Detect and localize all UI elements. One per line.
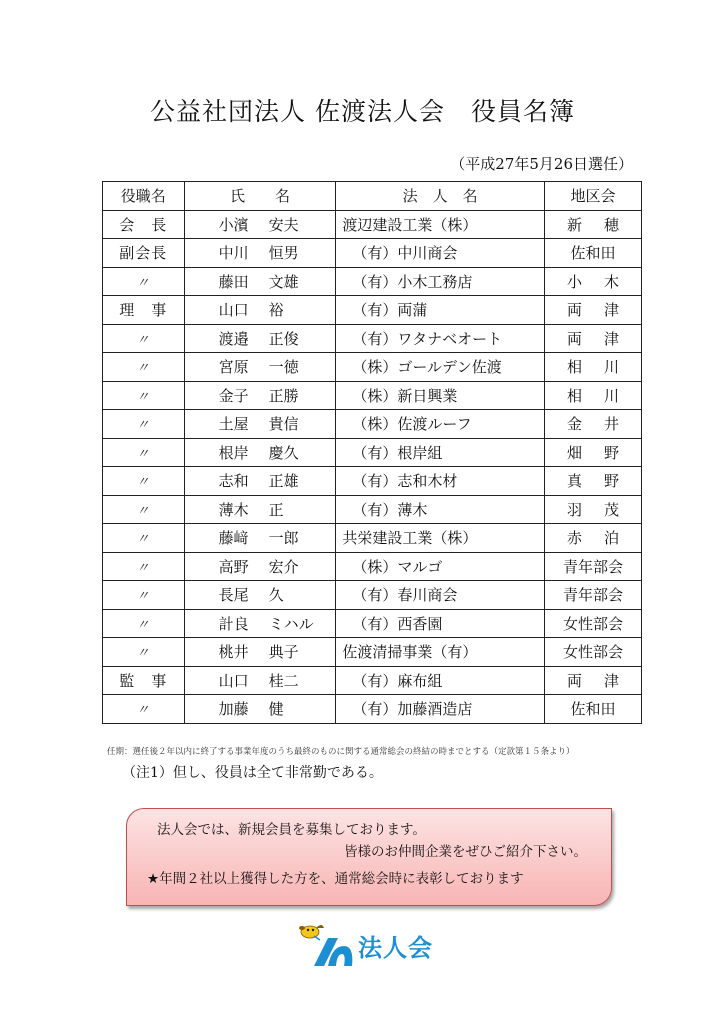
cell-role: 会 長 [103,210,185,239]
table-row [103,638,642,667]
given-name: 正俊 [268,329,299,348]
family-name: 山口 [218,301,249,320]
family-name: 志和 [218,472,249,491]
cell-district: 青年部会 [544,581,641,610]
logo-text: 法人会 [358,934,433,962]
given-name: 正勝 [268,386,299,405]
cell-corporation: （株）ゴールデン佐渡 [336,353,545,382]
cell-role: 〃 [103,438,185,467]
table-row [103,296,642,325]
cell-corporation: （有）薄木 [336,495,545,524]
family-name: 土屋 [218,415,249,434]
given-name: ミハル [268,614,314,633]
cell-corporation: （有）中川商会 [336,239,545,268]
given-name: 恒男 [268,244,299,263]
page-title: 公益社団法人 佐渡法人会 役員名簿 [150,97,575,126]
cell-name [184,638,336,667]
cell-role: 副会長 [103,239,185,268]
cell-role: 理 事 [103,296,185,325]
cell-role: 〃 [103,324,185,353]
given-name: 一徳 [268,358,299,377]
family-name: 宮原 [218,358,249,377]
cell-district: 両津 [544,296,641,325]
cell-role: 〃 [103,552,185,581]
cell-district: 畑野 [544,438,641,467]
recruitment-callout [126,808,612,906]
cell-corporation: （有）小木工務店 [336,267,545,296]
header-name: 氏 名 [184,182,336,211]
table-row [103,353,642,382]
given-name: 裕 [268,301,284,320]
dog-mascot-icon [292,918,356,968]
cell-name [184,609,336,638]
officer-roster-table [102,181,642,724]
table-row [103,609,642,638]
note-1: （注1）但し、役員は全て非常勤である。 [122,765,383,781]
table-row [103,552,642,581]
cell-district: 相川 [544,353,641,382]
table-row [103,210,642,239]
family-name: 金子 [218,386,249,405]
cell-role: 〃 [103,695,185,724]
family-name: 加藤 [218,700,249,719]
family-name: 藤﨑 [218,529,249,548]
family-name: 薄木 [218,500,249,519]
cell-corporation: （有）根岸組 [336,438,545,467]
cell-corporation: （有）志和木材 [336,467,545,496]
cell-district: 金井 [544,410,641,439]
election-date: （平成27年5月26日選任） [450,155,633,173]
cell-role: 〃 [103,467,185,496]
given-name: 宏介 [268,557,299,576]
given-name: 正 [268,500,284,519]
cell-role: 〃 [103,353,185,382]
cell-name [184,239,336,268]
cell-name [184,438,336,467]
cell-corporation: （有）ワタナベオート [336,324,545,353]
callout-line-2: 皆様のお仲間企業をぜひご紹介下さい。 [344,844,587,860]
cell-name [184,467,336,496]
cell-corporation: （株）新日興業 [336,381,545,410]
family-name: 根岸 [218,443,249,462]
family-name: 長尾 [218,586,249,605]
cell-corporation: （株）マルゴ [336,552,545,581]
cell-corporation: （株）佐渡ルーフ [336,410,545,439]
family-name: 小濱 [218,215,249,234]
table-row [103,524,642,553]
cell-role: 〃 [103,524,185,553]
term-note: 任期：選任後２年以内に終了する事業年度のうち最終のものに関する通常総会の終結の時までとする（定款第１５条より） [107,747,575,757]
cell-name [184,410,336,439]
table-row [103,267,642,296]
header-district: 地区会 [544,182,641,211]
cell-name [184,495,336,524]
cell-district: 真野 [544,467,641,496]
table-header-row [103,182,642,211]
cell-corporation: 共栄建設工業（株） [336,524,545,553]
cell-name [184,324,336,353]
given-name: 正雄 [268,472,299,491]
table-row [103,239,642,268]
given-name: 貴信 [268,415,299,434]
table-row [103,438,642,467]
given-name: 久 [268,586,284,605]
cell-district: 佐和田 [544,695,641,724]
cell-corporation: （有）加藤酒造店 [336,695,545,724]
cell-corporation: 渡辺建設工業（株） [336,210,545,239]
table-row [103,666,642,695]
cell-role: 〃 [103,267,185,296]
cell-name [184,381,336,410]
cell-district: 佐和田 [544,239,641,268]
cell-district: 相川 [544,381,641,410]
houjinkai-logo [292,918,452,968]
cell-name [184,296,336,325]
table-row [103,695,642,724]
roster-body [103,210,642,723]
cell-district: 女性部会 [544,638,641,667]
given-name: 一郎 [268,529,299,548]
cell-corporation: （有）春川商会 [336,581,545,610]
cell-name [184,581,336,610]
cell-role: 〃 [103,638,185,667]
cell-name [184,666,336,695]
cell-name [184,353,336,382]
family-name: 高野 [218,557,249,576]
cell-corporation: （有）麻布組 [336,666,545,695]
cell-name [184,524,336,553]
cell-corporation: （有）両蒲 [336,296,545,325]
family-name: 計良 [218,614,249,633]
cell-role: 〃 [103,495,185,524]
table-row [103,410,642,439]
cell-role: 〃 [103,410,185,439]
given-name: 安夫 [268,215,299,234]
callout-line-1: 法人会では、新規会員を募集しております。 [157,822,426,838]
cell-district: 女性部会 [544,609,641,638]
table-row [103,324,642,353]
cell-district: 青年部会 [544,552,641,581]
given-name: 典子 [268,643,299,662]
family-name: 山口 [218,671,249,690]
cell-district: 赤泊 [544,524,641,553]
cell-name [184,695,336,724]
header-role: 役職名 [103,182,185,211]
cell-role: 監 事 [103,666,185,695]
cell-district: 羽茂 [544,495,641,524]
given-name: 文雄 [268,272,299,291]
cell-name [184,210,336,239]
cell-role: 〃 [103,381,185,410]
given-name: 桂二 [268,671,299,690]
table-row [103,467,642,496]
family-name: 桃井 [218,643,249,662]
header-corporation: 法 人 名 [336,182,545,211]
given-name: 健 [268,700,284,719]
callout-line-3: ★年間２社以上獲得した方を、通常総会時に表彰しております [147,871,524,887]
family-name: 渡邉 [218,329,249,348]
cell-corporation: （有）西香園 [336,609,545,638]
family-name: 藤田 [218,272,249,291]
table-row [103,581,642,610]
table-row [103,495,642,524]
cell-district: 小木 [544,267,641,296]
cell-district: 両津 [544,324,641,353]
cell-name [184,267,336,296]
cell-district: 両津 [544,666,641,695]
cell-role: 〃 [103,581,185,610]
cell-district: 新穂 [544,210,641,239]
cell-corporation: 佐渡清掃事業（有） [336,638,545,667]
cell-name [184,552,336,581]
table-row [103,381,642,410]
cell-role: 〃 [103,609,185,638]
family-name: 中川 [218,244,249,263]
given-name: 慶久 [268,443,299,462]
